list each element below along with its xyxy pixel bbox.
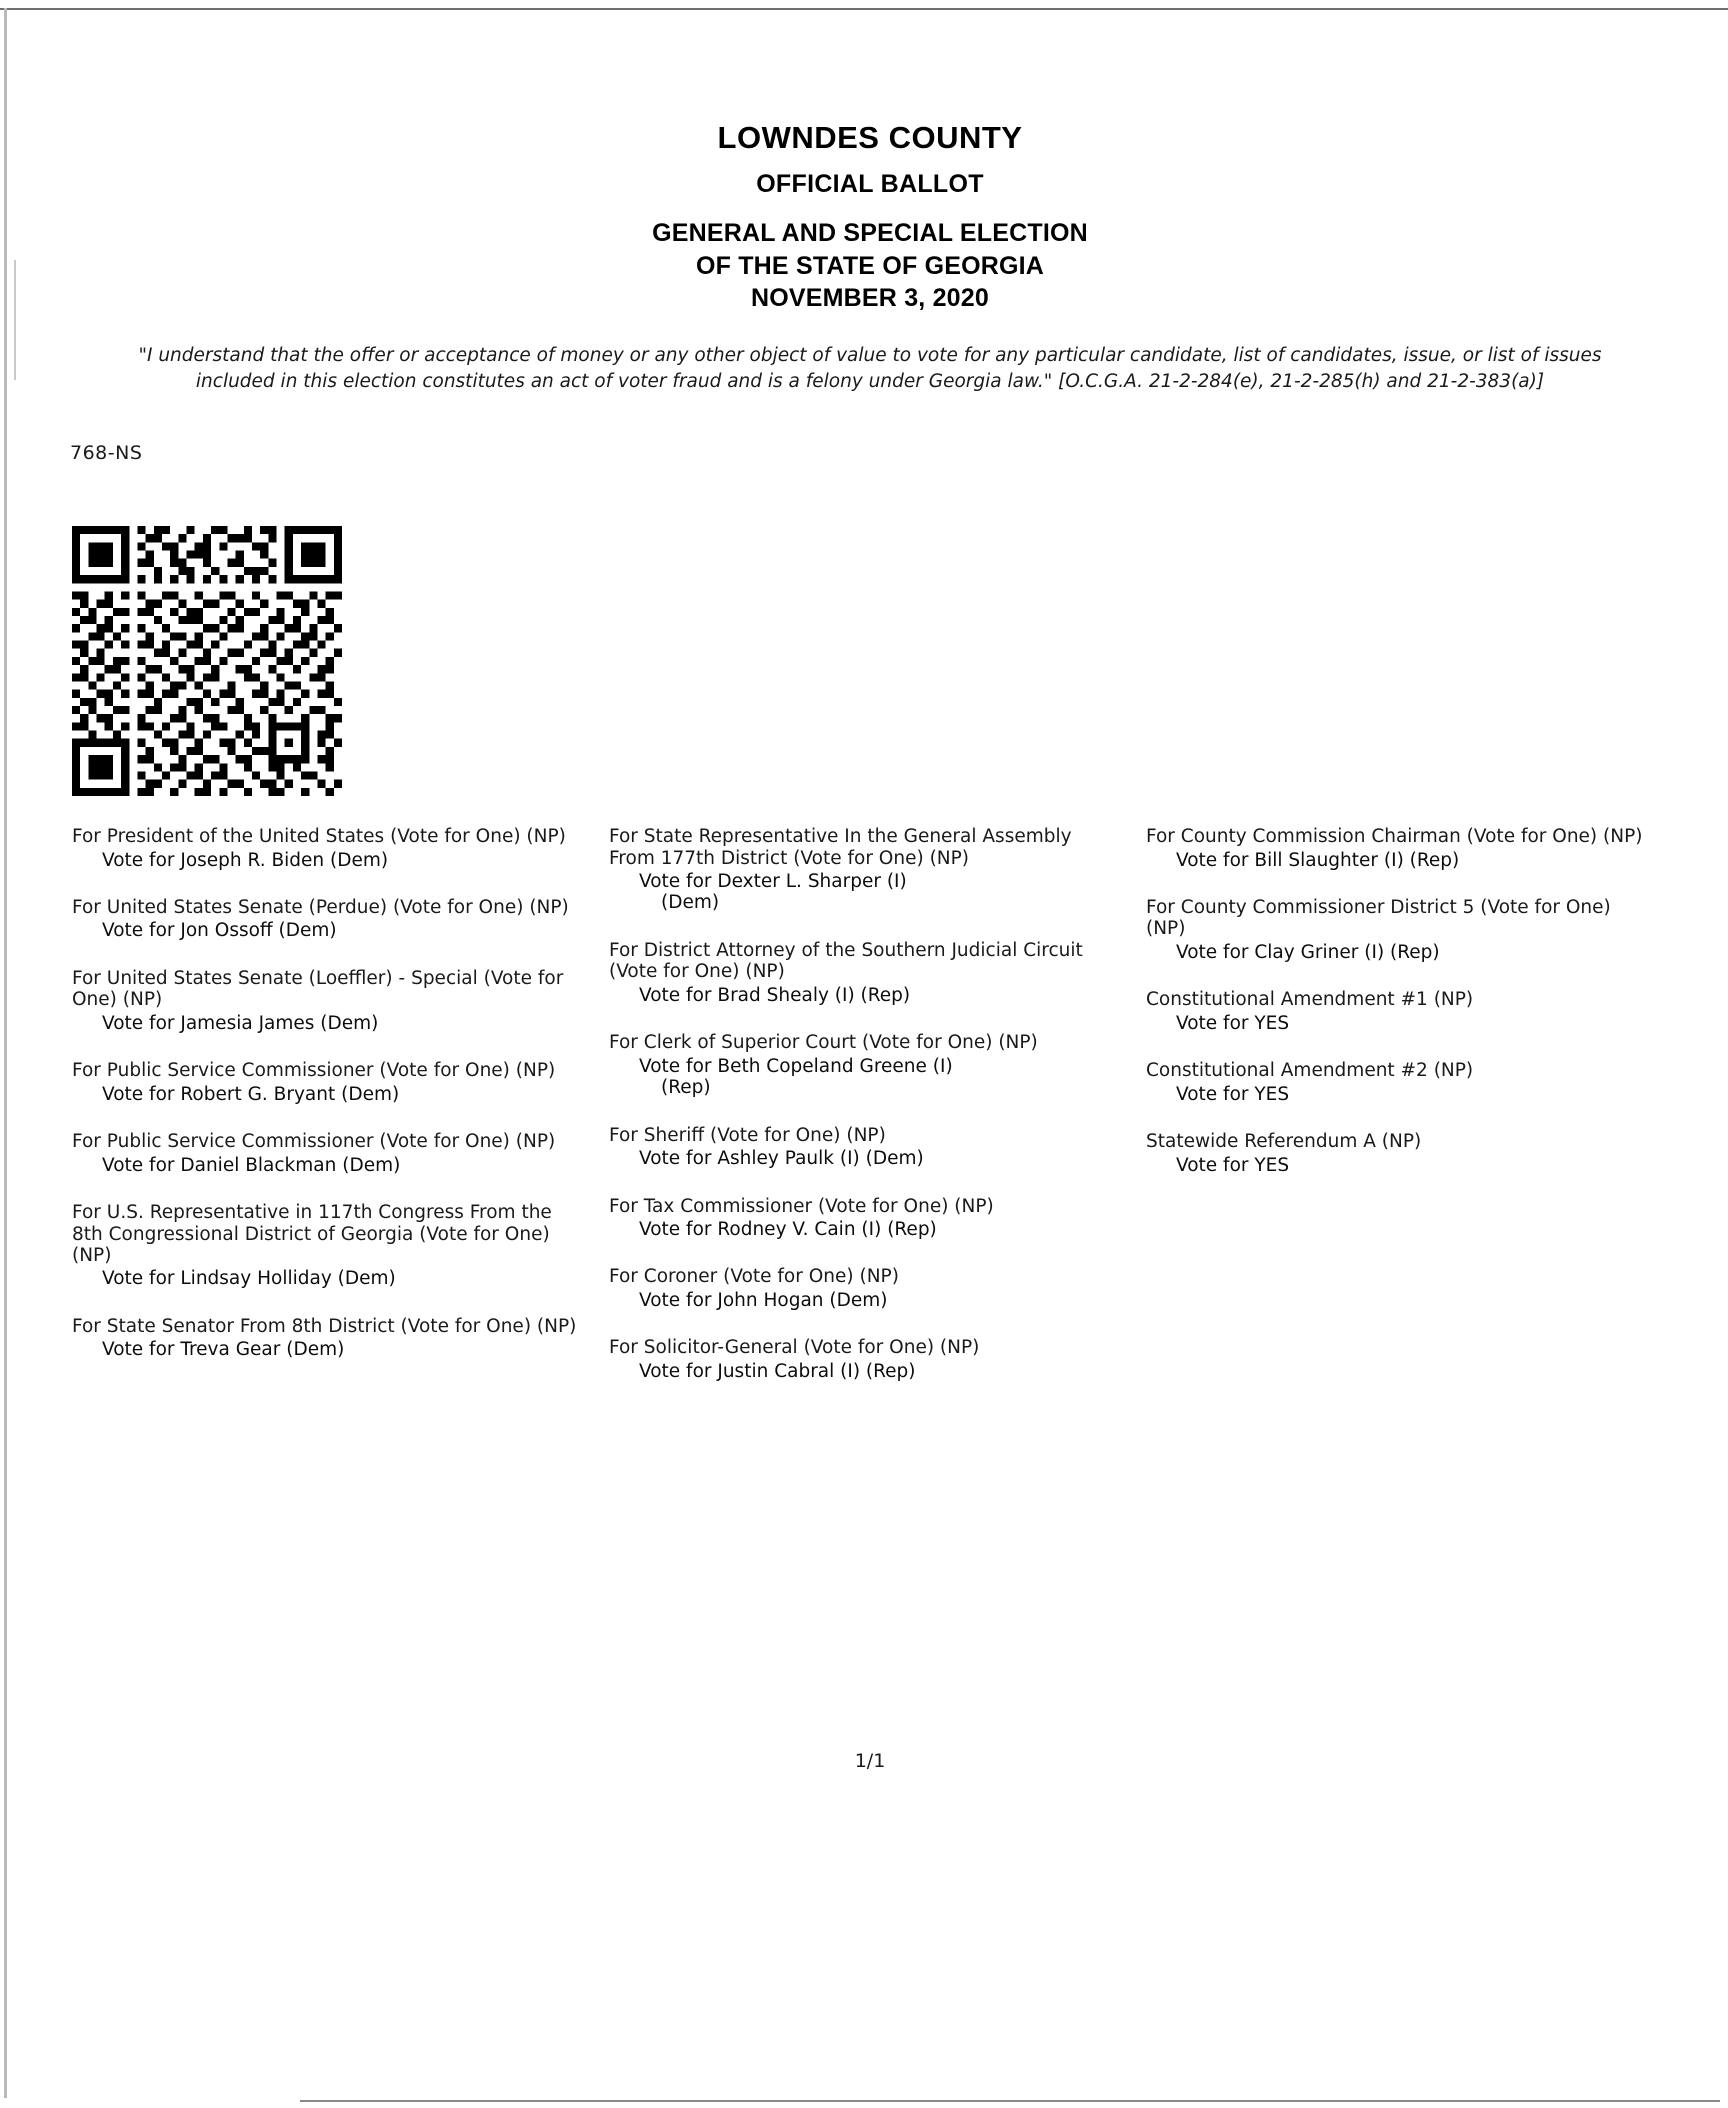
contest-title: For United States Senate (Perdue) (Vote for One) (NP) xyxy=(72,897,569,919)
page-title: LOWNDES COUNTY xyxy=(717,120,1023,155)
contest-choice: Vote for Daniel Blackman (Dem) xyxy=(102,1154,401,1176)
contest xyxy=(609,1032,1118,1098)
contest-choice xyxy=(609,871,1118,914)
contest xyxy=(72,1131,585,1176)
contest-title: For U.S. Representative in 117th Congress From the 8th Congressional District of Georgia (Vote for One) (NP) xyxy=(72,1202,552,1267)
contest-choice: Vote for Rodney V. Cain (I) (Rep) xyxy=(639,1219,937,1241)
election-date: NOVEMBER 3, 2020 xyxy=(750,284,989,312)
contest xyxy=(1146,1060,1651,1105)
contest xyxy=(609,1337,1118,1382)
contest xyxy=(609,940,1118,1006)
contest xyxy=(609,1125,1118,1170)
scan-edge-bottom xyxy=(300,2100,1720,2102)
ballot-style-id: 768-NS xyxy=(70,442,143,465)
contest xyxy=(1146,1131,1651,1176)
contest xyxy=(72,897,585,942)
contest-title: For Public Service Commissioner (Vote for One) (NP) xyxy=(72,1060,556,1082)
contest-title: For Clerk of Superior Court (Vote for One) (NP) xyxy=(609,1032,1038,1054)
contest-choice: Vote for Robert G. Bryant (Dem) xyxy=(102,1083,400,1105)
contest-choice: Vote for Joseph R. Biden (Dem) xyxy=(102,849,389,871)
contest-choice xyxy=(609,1056,1118,1099)
contest xyxy=(609,826,1118,914)
contest-choice: Vote for Lindsay Holliday (Dem) xyxy=(102,1268,396,1290)
contest xyxy=(609,1196,1118,1241)
contest-title: For Solicitor-General (Vote for One) (NP) xyxy=(609,1337,980,1359)
ballot-content xyxy=(70,120,1670,1772)
scan-edge-left xyxy=(4,8,7,2098)
contest xyxy=(1146,989,1651,1034)
contest-choice: Vote for Justin Cabral (I) (Rep) xyxy=(639,1360,916,1382)
contest xyxy=(72,1202,585,1290)
qr-code xyxy=(72,526,342,796)
contest xyxy=(72,1316,585,1361)
contest-title: For State Representative In the General Assembly From 177th District (Vote for One) (NP) xyxy=(609,826,1072,869)
qr-code-image xyxy=(72,526,342,796)
contest-title: For Sheriff (Vote for One) (NP) xyxy=(609,1124,886,1146)
contest-column-3 xyxy=(1136,826,1669,1202)
contest-title: For Tax Commissioner (Vote for One) (NP) xyxy=(609,1195,994,1217)
official-ballot-label: OFFICIAL BALLOT xyxy=(756,170,984,198)
contest xyxy=(1146,826,1651,871)
contest-title: For State Senator From 8th District (Vote for One) (NP) xyxy=(72,1315,577,1337)
contest-choice: Vote for Treva Gear (Dem) xyxy=(102,1339,345,1361)
contest-title: Constitutional Amendment #1 (NP) xyxy=(1146,989,1474,1011)
contest xyxy=(1146,897,1651,963)
contest-choice: Vote for Ashley Paulk (I) (Dem) xyxy=(639,1148,924,1170)
contest-title: For District Attorney of the Southern Judicial Circuit (Vote for One) (NP) xyxy=(609,939,1083,983)
contest-title: For President of the United States (Vote for One) (NP) xyxy=(72,826,566,848)
scan-edge-top xyxy=(0,0,1728,10)
election-name xyxy=(70,217,1670,315)
scan-edge-left-secondary xyxy=(14,260,16,380)
contest xyxy=(72,968,585,1034)
contest-title: For United States Senate (Loeffler) - Special (Vote for One) (NP) xyxy=(72,967,564,1011)
election-line-1: GENERAL AND SPECIAL ELECTION xyxy=(652,219,1088,247)
contest-choice: Vote for John Hogan (Dem) xyxy=(639,1289,888,1311)
contest-choice: Vote for YES xyxy=(1176,1083,1290,1105)
contest-choice-text: Vote for Dexter L. Sharper (I) xyxy=(639,871,907,893)
contest xyxy=(72,826,585,871)
contest-choice-continuation: (Dem) xyxy=(661,892,720,914)
contest-title: For County Commissioner District 5 (Vote for One) (NP) xyxy=(1146,897,1611,940)
contest-choice: Vote for Jamesia James (Dem) xyxy=(102,1012,379,1034)
contest-title: For Public Service Commissioner (Vote for One) (NP) xyxy=(72,1131,556,1153)
election-line-2: OF THE STATE OF GEORGIA xyxy=(695,251,1045,280)
page-number: 1/1 xyxy=(854,1750,886,1772)
voter-oath-text: "I understand that the offer or acceptance of money or any other object of value to vote for any particular candidate, list of candidates, issue, or list of issues included in this election constitutes an act of voter fraud and is a felony under Georgia law." [O.C.G.A. 21-2-284(e), 21-2-285(h) and 21-2-383(a)] xyxy=(138,344,1602,393)
contest-title: For Coroner (Vote for One) (NP) xyxy=(609,1266,899,1288)
contest-choice-continuation: (Rep) xyxy=(661,1077,711,1099)
contest-choice: Vote for Brad Shealy (I) (Rep) xyxy=(639,984,911,1006)
contest-columns xyxy=(70,826,1670,1408)
contest-column-1 xyxy=(70,826,603,1387)
contest-choice: Vote for Clay Griner (I) (Rep) xyxy=(1176,941,1440,963)
contest-title: For County Commission Chairman (Vote for One) (NP) xyxy=(1146,826,1643,848)
contest-column-2 xyxy=(603,826,1136,1408)
contest-choice-text: Vote for Beth Copeland Greene (I) xyxy=(639,1055,953,1077)
contest-choice: Vote for Jon Ossoff (Dem) xyxy=(102,920,337,942)
contest xyxy=(609,1266,1118,1311)
ballot-header xyxy=(70,120,1670,315)
contest-title: Constitutional Amendment #2 (NP) xyxy=(1146,1060,1474,1082)
contest-title: Statewide Referendum A (NP) xyxy=(1146,1131,1422,1153)
contest-choice: Vote for YES xyxy=(1176,1154,1290,1176)
contest-choice: Vote for Bill Slaughter (I) (Rep) xyxy=(1176,849,1460,871)
contest xyxy=(72,1060,585,1105)
contest-choice: Vote for YES xyxy=(1176,1012,1290,1034)
